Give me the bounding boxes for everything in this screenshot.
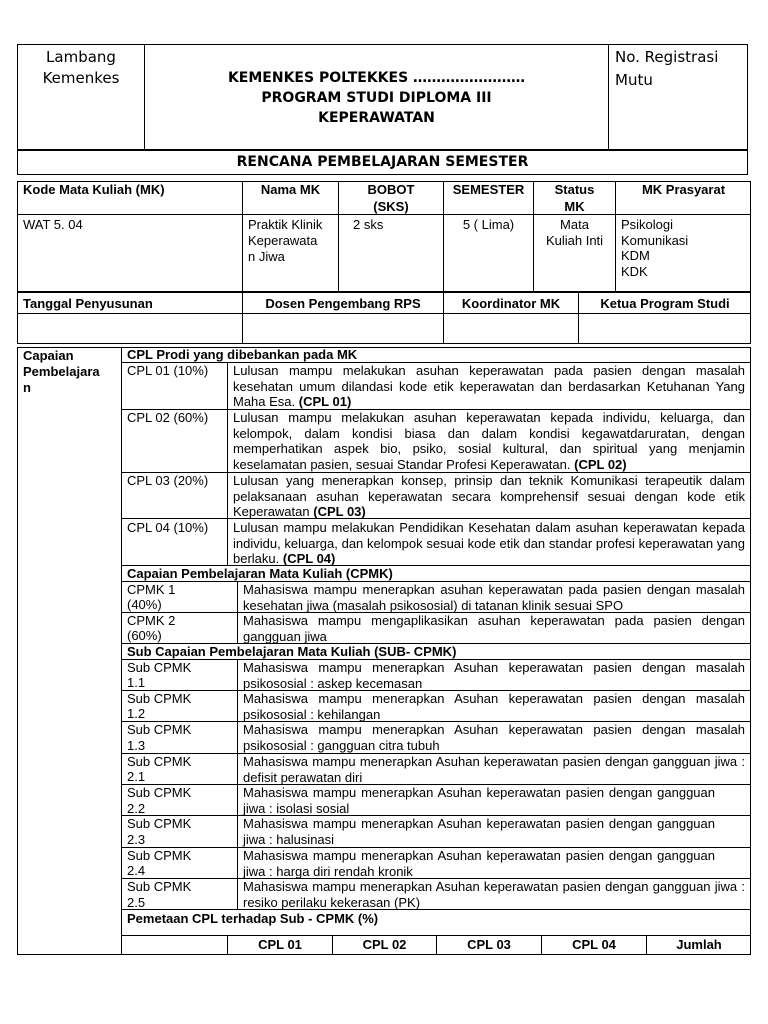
prerequisite-item: KDK — [621, 264, 648, 279]
credit-header-2: (SKS) — [373, 199, 409, 214]
sub-cpmk-code-2: 2.5 — [127, 895, 146, 910]
sub-cpmk-code-1: Sub CPMK — [127, 754, 192, 769]
sub-cpmk-code-1: Sub CPMK — [127, 816, 192, 831]
cpmk-description: Mahasiswa mampu menerapkan asuhan keperawatan pada pasien dengan masalah kesehatan jiwa (masalah psikososial) di tatanan klinik sesuai SPO — [243, 582, 745, 613]
prerequisite-item: KDM — [621, 248, 650, 263]
cpl-description: Lulusan yang menerapkan konsep, prinsip dan teknik Komunikasi terapeutik dalam pelaksanaan asuhan keperawatan secara komprehensif sesuai dengan kode etik Keperawatan (CPL 03) — [233, 473, 745, 519]
sub-cpmk-description: Mahasiswa mampu menerapkan Asuhan keperawatan pasien dengan gangguan jiwa : isolasi sosial — [243, 785, 715, 816]
sub-cpmk-code-2: 1.1 — [127, 675, 146, 690]
logo-label-1: Lambang — [46, 48, 116, 66]
course-name-line-2: Keperawata — [248, 233, 318, 248]
mapping-section-header: Pemetaan CPL terhadap Sub - CPMK (%) — [127, 911, 379, 926]
cpmk-code-1: CPMK 1 — [127, 582, 176, 597]
mapping-column-header: CPL 04 — [572, 937, 616, 952]
cpl-code: CPL 04 (10%) — [127, 520, 209, 535]
sub-cpmk-code-1: Sub CPMK — [127, 785, 192, 800]
cpl-description: Lulusan mampu melakukan Pendidikan Kesehatan dalam asuhan keperawatan kepada individu, keluarga, dan kelompok sesuai kode etik dan standar profesi keperawatan yang berlaku. (CPL 04) — [233, 520, 745, 566]
document-title: RENCANA PEMBELAJARAN SEMESTER — [236, 154, 529, 170]
program-head-label: Ketua Program Studi — [600, 296, 730, 311]
sub-cpmk-code-2: 2.2 — [127, 801, 146, 816]
department-title: KEPERAWATAN — [318, 110, 435, 126]
sub-cpmk-code-2: 1.2 — [127, 706, 146, 721]
sub-cpmk-description: Mahasiswa mampu menerapkan Asuhan keperawatan pasien dengan masalah psikososial : kehilangan — [243, 691, 745, 722]
course-credit: 2 sks — [353, 217, 384, 232]
cpmk-description: Mahasiswa mampu mengaplikasikan asuhan keperawatan pada pasien dengan gangguan jiwa — [243, 613, 745, 644]
course-status-2: Kuliah Inti — [545, 233, 604, 248]
sub-cpmk-description: Mahasiswa mampu menerapkan Asuhan keperawatan pasien dengan gangguan jiwa : harga diri rendah kronik — [243, 848, 715, 879]
cpl-code: CPL 03 (20%) — [127, 473, 209, 488]
course-name-header: Nama MK — [260, 182, 321, 197]
sub-cpmk-code-2: 2.3 — [127, 832, 146, 847]
outcomes-side-label-2: Pembelajara — [23, 364, 100, 379]
credit-header-1: BOBOT — [367, 182, 415, 197]
sub-cpmk-code-2: 2.4 — [127, 863, 146, 878]
cpmk-section-header: Capaian Pembelajaran Mata Kuliah (CPMK) — [127, 566, 393, 581]
prerequisite-item: Komunikasi — [621, 233, 689, 248]
sub-cpmk-code-1: Sub CPMK — [127, 879, 192, 894]
course-name-line-1: Praktik Klinik — [248, 217, 323, 232]
mapping-column-header: CPL 03 — [467, 937, 511, 952]
institution-title: KEMENKES POLTEKKES …………………… — [227, 70, 526, 86]
cpl-code: CPL 01 (10%) — [127, 363, 209, 378]
sub-cpmk-code-2: 1.3 — [127, 738, 146, 753]
sub-cpmk-description: Mahasiswa mampu menerapkan Asuhan keperawatan pasien dengan masalah psikososial : askep kecemasan — [243, 660, 745, 691]
course-semester: 5 ( Lima) — [462, 217, 515, 232]
cpmk-code-2: (40%) — [127, 597, 162, 612]
mapping-column-header: CPL 01 — [258, 937, 302, 952]
mapping-column-header: CPL 02 — [362, 937, 407, 952]
sub-cpmk-code-1: Sub CPMK — [127, 660, 192, 675]
logo-label-2: Kemenkes — [42, 69, 120, 87]
sub-cpmk-code-1: Sub CPMK — [127, 848, 192, 863]
cpl-description: Lulusan mampu melakukan asuhan keperawatan pada pasien dengan masalah kesehatan umum dilandasi kode etik keperawatan dan berdasarkan Ketuhanan Yang Maha Esa. (CPL 01) — [233, 363, 745, 409]
mapping-column-header: Jumlah — [676, 937, 722, 952]
status-header-2: MK — [564, 199, 585, 214]
sub-cpmk-description: Mahasiswa mampu menerapkan Asuhan keperawatan pasien dengan gangguan jiwa : defisit perawatan diri — [243, 754, 745, 785]
sub-cpmk-section-header: Sub Capaian Pembelajaran Mata Kuliah (SUB- CPMK) — [127, 644, 457, 659]
outcomes-side-label-3: n — [23, 380, 31, 395]
coordinator-label: Koordinator MK — [461, 296, 561, 311]
semester-header: SEMESTER — [452, 182, 525, 197]
program-title: PROGRAM STUDI DIPLOMA III — [261, 90, 492, 106]
course-code: WAT 5. 04 — [23, 217, 83, 232]
cpmk-code-1: CPMK 2 — [127, 613, 176, 628]
sub-cpmk-code-2: 2.1 — [127, 769, 146, 784]
sub-cpmk-description: Mahasiswa mampu menerapkan Asuhan keperawatan pasien dengan gangguan jiwa : halusinasi — [243, 816, 715, 847]
prerequisite-header: MK Prasyarat — [641, 182, 726, 197]
developer-label: Dosen Pengembang RPS — [265, 296, 421, 311]
sub-cpmk-description: Mahasiswa mampu menerapkan Asuhan keperawatan pasien dengan masalah psikososial : gangguan citra tubuh — [243, 722, 745, 753]
prerequisite-item: Psikologi — [621, 217, 674, 232]
cpl-description: Lulusan mampu melakukan asuhan keperawatan kepada individu, keluarga, dan kelompok, dalam kondisi biasa dan dalam kondisi kegawatdaruratan, dengan memperhatikan aspek bio, psiko, sosial kultural, dan spiritual yang menjamin keselamatan pasien, sesuai Standar Profesi Keperawatan. (CPL 02) — [233, 410, 745, 472]
cpl-code: CPL 02 (60%) — [127, 410, 209, 425]
course-code-header: Kode Mata Kuliah (MK) — [23, 182, 165, 197]
cpmk-code-2: (60%) — [127, 628, 162, 643]
sub-cpmk-code-1: Sub CPMK — [127, 691, 192, 706]
registration-label-1: No. Registrasi — [615, 48, 719, 66]
sub-cpmk-code-1: Sub CPMK — [127, 722, 192, 737]
registration-label-2: Mutu — [615, 71, 653, 89]
cpl-section-header: CPL Prodi yang dibebankan pada MK — [127, 347, 358, 362]
course-name-line-3: n Jiwa — [248, 249, 285, 264]
outcomes-side-label-1: Capaian — [23, 348, 74, 363]
course-status-1: Mata — [560, 217, 589, 232]
sub-cpmk-description: Mahasiswa mampu menerapkan Asuhan keperawatan pasien dengan gangguan jiwa : resiko perilaku kekerasan (PK) — [243, 879, 745, 910]
status-header-1: Status — [554, 182, 595, 197]
date-label: Tanggal Penyusunan — [23, 296, 153, 311]
